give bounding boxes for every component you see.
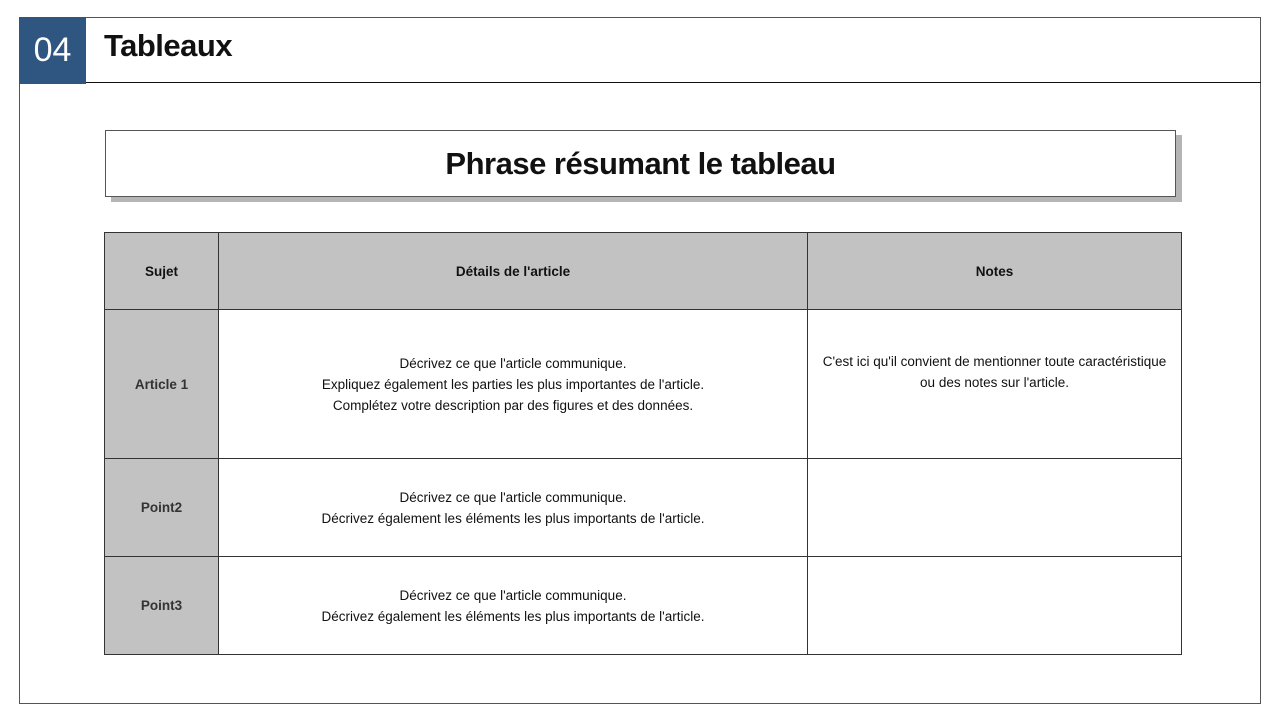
details-line: Complétez votre description par des figures et des données. [332,397,694,413]
row-details [219,557,808,655]
header-subject: Sujet [105,233,219,310]
table-row [105,459,1182,557]
details-line: Expliquez également les parties les plus importantes de l'article. [321,376,705,392]
row-subject: Article 1 [105,310,219,459]
row-details [219,310,808,459]
section-number: 04 [19,17,86,84]
table-row [105,557,1182,655]
details-line: Décrivez également les éléments les plus importants de l'article. [321,510,705,526]
notes-line: C'est ici qu'il convient de mentionner toute caractéristique [822,354,1167,369]
row-subject: Point3 [105,557,219,655]
details-line: Décrivez ce que l'article communique. [399,587,627,603]
row-notes [808,557,1182,655]
summary-box: Phrase résumant le tableau [105,130,1176,197]
notes-line: ou des notes sur l'article. [920,375,1069,390]
row-notes [808,459,1182,557]
content-table [104,232,1182,655]
header-details: Détails de l'article [219,233,808,310]
table-row [105,310,1182,459]
table-header-row [105,233,1182,310]
header-divider [86,82,1261,83]
details-line: Décrivez également les éléments les plus importants de l'article. [321,608,705,624]
header-notes: Notes [808,233,1182,310]
page-title: Tableaux [104,28,233,63]
row-details [219,459,808,557]
row-subject: Point2 [105,459,219,557]
row-notes [808,310,1182,459]
details-line: Décrivez ce que l'article communique. [399,489,627,505]
details-line: Décrivez ce que l'article communique. [399,355,627,371]
